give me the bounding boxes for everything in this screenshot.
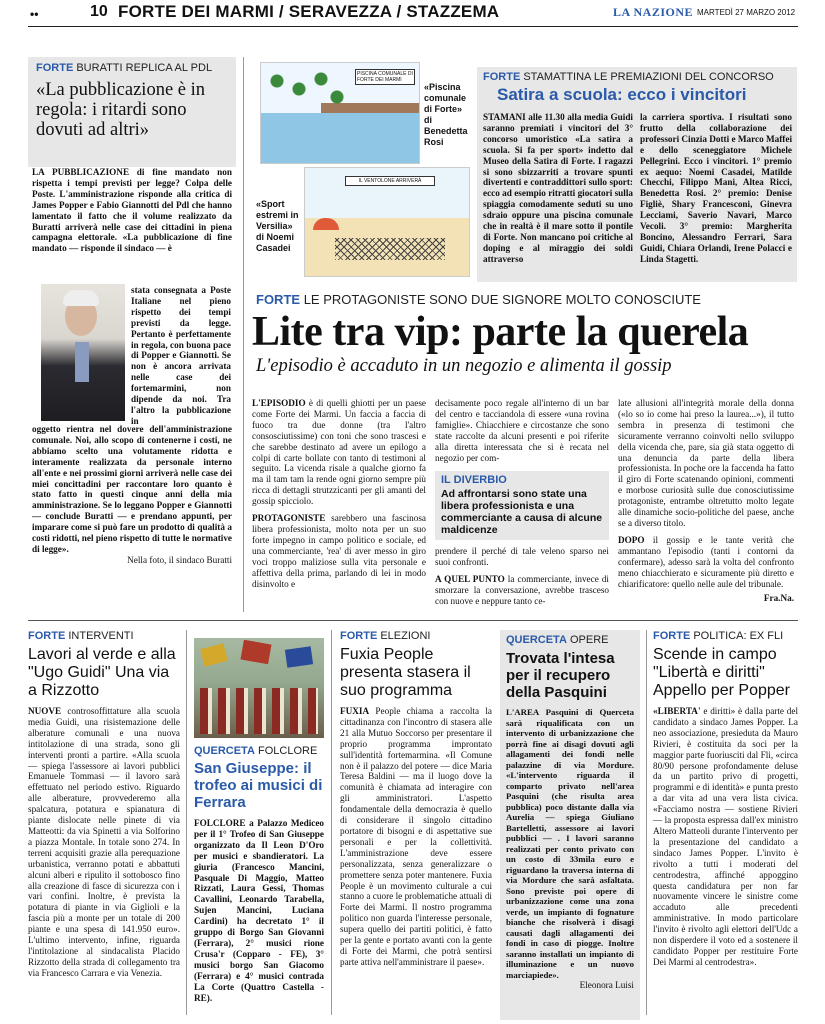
lite-col-1: L'EPISODIO è di quelli ghiotti per un paese come Forte dei Marmi. Un faccia a faccia di fuoco tra due donne (tra l'altro consosciutissime) con toni che sono trascesi e che sarebbe destinato ad avere un epilogo a colpi di carte bollate con tanto di testimoni al seguito. La vicenda risale a qualche giorno fa ma il tam tam la rende ogni giorno sempre più ricca di dettagli strutzzicanti per gli amanti del gossip spicciolo. PROTAGONISTE sarebbero una fascinosa libera professionista, molto nota per un suo forte impegno in campo politico e sociale, ed una commerciante, 'rea' di aver messo in giro voci troppo maliziose sulla vita personale e affettiva della prima, parlando di lei in modo disinvolto e — [252, 398, 426, 589]
cartoon-sport-caption: «Sport estremi in Versilia» di Noemi Casadei — [256, 199, 299, 253]
lavori-body: NUOVE controsoffittature alla scuola media Guidi, una risistemazione delle alberature comunali e una nuova intitolazione di una strada, sono gli interventi pronti a partire. «Alla scuola — spiega l'assessore ai lavori pubblici Emanuele Tommasi — il lavoro sarà effettuato nel periodo estivo. Riguardo alle alberature, provvederemo alla spalcatura, potatura e spianatura di piante dislocate nelle pinete di via Matteotti: da via Spinetti a via Solforino a piazza Montale. In totale sono 274. In terreni acquisiti grazie alla perequazione urbanistica, verranno potati e abbattuti alcuni alberi e ripulito il sottobosco fino alla creazione di fasce di sicurezza con i vari confini. Inoltre, è prevista la potatura di piante in via Giglioli e la fascia più a monte per un totale di 200 piante e una spesa di 141.950 euro». L'ultimo intervento, infine, riguarda l'intitolazione al sindacalista Placido Rizzotto della strada di collegamento tra via Francesco Carrara e via Venezia. — [28, 706, 180, 978]
lavori-kicker: FORTE INTERVENTI — [28, 630, 134, 642]
cartoon-piscina — [260, 62, 420, 164]
col-rule-2 — [186, 630, 187, 1015]
buratti-body-bottom: oggetto rientra nel dovere dell'amministrazione comunale. Noi, allo scopo di contenerne i costi, ne abbiamo scelto una volutamente ridotta e interamente realizzata da personale interno all'ente e nei prossimi giorni arriverà nelle case dei miei concittadini per raccontare loro quanto è stato fatto in questi cinque anni della mia amministrazione. Se lo leggano Popper e Giannotti — conclude Buratti — e prendano appunti, per imparare come si può fare un prodotto di qualità a costi ridotti, nel pieno rispetto di tutte le normative di legge». Nella foto, il sindaco Buratti — [32, 424, 232, 565]
liberta-headline: Scende in campo "Libertà e diritti" Appello per Popper — [653, 646, 790, 699]
pasquini-kicker: QUERCETA OPERE — [506, 634, 609, 646]
lavori-headline: Lavori al verde e alla "Ugo Guidi" Una via a Rizzotto — [28, 646, 176, 699]
page-header — [0, 0, 825, 26]
lite-signature: Fra.Na. — [763, 593, 794, 604]
cartoon-sport-banner: IL VENTOLONE ARRIVERÀ — [345, 176, 435, 186]
musicians-row — [200, 688, 318, 734]
buratti-caption: Nella foto, il sindaco Buratti — [127, 554, 232, 565]
page-marker-dots: •• — [30, 7, 39, 21]
issue-date: MARTEDÌ 27 MARZO 2012 — [697, 8, 796, 17]
bottom-section-rule — [28, 620, 798, 621]
col-rule-1 — [243, 57, 244, 612]
article-lite — [252, 292, 797, 612]
buratti-photo-shirt — [75, 342, 89, 382]
cartoon-piscina-sea — [261, 113, 419, 163]
fuxia-body: FUXIA People chiama a raccolta la cittadinanza con l'incontro di stasera alle 21 alla Mutuo Soccorso per presentare il proprio programma improntato sull'identità fortemarmina. «Il Comune non è il palazzo del potere — dice Maria Teresa Baldini — ma il luogo dove la comunità è chiamata ad interagire con gli amministratori. L'aspetto fondamentale della democrazia è quello di considerare il singolo cittadino portatore di bisogni e di aspettative sue personali e per la collettività. L'amministrazione deve essere personalizzata, senza generalizzare o promettere senza poter mantenere. Fuxia People è un movimento culturale a cui stanno a cuore le problematiche attuali di Forte dei Marmi. Il nostro programma politico non guarda l'interesse personale, supera quello dei partiti politici, è fatto per la gente e portato avanti con la gente di Forte dei Marmi, che potrà sentirsi parte attiva nell'amministrare il paese». — [340, 706, 492, 967]
page-number: 10 — [90, 3, 108, 20]
cartoon-piscina-caption: «Piscina comunale di Forte» di Benedetta Rosi — [424, 82, 468, 147]
section-title: FORTE DEI MARMI / SERAVEZZA / STAZZEMA — [118, 2, 500, 21]
sangiuseppe-photo — [194, 638, 324, 738]
pasquini-headline: Trovata l'intesa per il recupero della Pasquini — [506, 650, 615, 701]
buratti-body-side: stata consegnata a Poste Italiane nel pieno rispetto dei tempi previsti da legge. Pertanto è perfettamente in regola, con buona pace di Popper e Giannotti. Se non è ancora arrivata nelle case dei fortemarmini, non dipende da noi. Tra l'altro la pubblicazione in — [131, 285, 231, 426]
article-satira — [252, 57, 797, 282]
lite-subhead: L'episodio è accaduto in un negozio e alimenta il gossip — [256, 356, 672, 376]
article-sangiuseppe — [194, 630, 324, 1020]
cartoon-sport — [304, 167, 470, 277]
buratti-headline: «La pubblicazione è in regola: i ritardi sono dovuti ad altri» — [36, 80, 206, 140]
flag-3 — [285, 646, 313, 667]
satira-kicker: FORTE STAMATTINA LE PREMIAZIONI DEL CONCORSO — [483, 71, 774, 83]
lite-col-3: late allusioni all'integrità morale della donna («lo so io come hai preso la laurea...»), il tutto sembra in presenza di testimoni che sicuramente verranno coinvolti nello sviluppo della vicenda che, pare, sia già stata oggetto di una denuncia da parte della libera professionista. In poche ore la faccenda ha fatto il giro di Forte scatenando opinioni, commenti e morbose curiosità sulle due conosciutissime protagoniste, entrambe oltretutto molto legate alle dinamiche socio-politiche del paese, anche se a diverso titolo. DOPO il gossip e le tante verità che ammantano l'episodio (tanti i contorni da confermare), adesso sarà la volta del confronto meno chiacchierato e sicuramente più diretto e chiarificatore: quello nelle aule del tribunale. Fra.Na. — [618, 398, 794, 604]
cartoon-sport-net — [335, 238, 445, 260]
lite-col-2: decisamente poco regale all'interno di un bar del centro e tacciandola di essere «una rovina famiglie». Chiacchiere e circostanze che sono state raccolte da alcuni presenti e poi riferite alla diretta interessata che si è recata nel negozio per com- IL DIVERBIO Ad affrontarsi sono state una libera professionista e una commerciante a causa di alcune maldicenze prendere il perché di tale veleno sparso nei suoi confronti. A QUEL PUNTO la commerciante, invece di smorzare la conversazione, avrebbe trasceso con nuove e neppure tanto ce- — [435, 398, 609, 606]
flag-2 — [240, 640, 271, 665]
col-rule-3 — [331, 630, 332, 1015]
buratti-photo — [41, 284, 125, 421]
lite-kicker: FORTE LE PROTAGONISTE SONO DUE SIGNORE MOLTO CONOSCIUTE — [256, 292, 701, 307]
article-liberta — [653, 630, 798, 1020]
satira-box — [477, 67, 797, 282]
lite-box-title: IL DIVERBIO — [441, 474, 507, 487]
header-rule — [28, 26, 798, 27]
cartoon-piscina-trees — [267, 71, 347, 111]
buratti-photo-hair — [63, 290, 99, 306]
fuxia-kicker: FORTE ELEZIONI — [340, 630, 431, 642]
article-buratti — [28, 57, 236, 612]
article-lavori — [28, 630, 180, 1020]
sangiuseppe-body: FOLCLORE a Palazzo Mediceo per il 1° Trofeo di San Giuseppe organizzato da Il Leon D'Oro per musici e sbandieratori. La giuria (Francesco Mancini, Pasquale Di Maggio, Matteo Rizzati, Laura Gessi, Thomas Cavallini, Leonardo Tarabella, Sujen Mancini, Luciana Cardini) ha decretato 1° il gruppo di Borgo San Giovanni (Ferrara), 2° musici rione Crusa'r (Copparo - FE), 3° musici borgo San Giacomo (Ferrara) e 4° musici contrada La Corte (Quattro Castella - RE). — [194, 818, 324, 1003]
article-fuxia — [340, 630, 492, 1020]
cartoon-piscina-sign: PISCINA COMUNALE DI FORTE DEI MARMI — [355, 69, 415, 85]
lite-box — [435, 471, 609, 540]
buratti-body-top: LA PUBBLICAZIONE di fine mandato non rispetta i tempi previsti per legge? Colpa delle Poste. L'amministrazione risponde alla critica di James Popper e Fabio Giannotti del Pdl che hanno lamentato il fatto che il volume realizzato da Buratti arriverà nelle case dei cittadini in piena campagna elettorale. «La pubblicazione di fine mandato — risponde il sindaco — è — [32, 167, 232, 254]
buratti-headline-box — [28, 57, 236, 167]
col-rule-4 — [646, 630, 647, 1015]
satira-col-2: la carriera sportiva. I risultati sono frutto della collaborazione dei professori Cinzia Dotti e Marco Maffei e dello sceneggiatore Michele Pellegrini. Ecco i vincitori. 1° premio ex aequo: Noemi Casadei, Matilde Checchi, Filippo Mani, Altea Ricci, Benedetta Rosi. 2° premio: Denise Figliè, Shary Francesconi, Ginevra Lecciami, Saverio Navari, Marco Vecoli. 3° premio: Margherita Boncino, Alessandro Ferrari, Sara Guidi, Chiara Orlandi, Irene Polacci e Linda Stagetti. — [640, 112, 792, 264]
satira-col-1: STAMANI alle 11.30 alla media Guidi saranno premiati i vincitori del 3° concorso umoristico «La satira a scuola. Si fa per sport» indetto dal Museo della Satira di Forte. I ragazzi si sono sbizzarriti a trovare spunti divertenti e contraddittori sullo sport: ecco ad esempio ritratti giocatori sulla spiaggia comodamente seduti su uno sdraio oppure una piscina comunale che in realtà è il mare sotto il pontile di Forte. Non mancano poi critiche al doping e al miraggio dei soldi attraverso — [483, 112, 633, 264]
sangiuseppe-headline: San Giuseppe: il trofeo ai musici di Ferrara — [194, 760, 323, 811]
liberta-body: «LIBERTA' e diritti» è dalla parte del candidato a sindaco James Popper. La neo associazione, presieduta da Mauro Rivieri, è costituita da soci per la maggior parte fuoriusciti dal Fli, «circa 80/90 persone profondamente deluse da un partito privo di progetti, programmi e di identità» e punta presto a dar vita ad una vera lista civica. «Facciamo nostra — sostiene Rivieri — la proposta espressa dall'ex ministro Altero Matteoli durante l'intervento per la presentazione del candidato a sindaco James Popper. L'invito è rivolto a tutti i moderati del centrodestra, affinché appoggino questa candidatura per non far nuovamente vincere le sinistre come accaduto alle precedenti amministrative. In modo particolare l'invito è rivolto agli elettori dell'Udc a non disperdere il voto ed a sostenere il candidato Popper per restituire Forte Dei Marmi al centrodestra». — [653, 706, 798, 967]
masthead-logo: LA NAZIONE — [613, 5, 694, 19]
pasquini-body: L'AREA Pasquini di Querceta sarà riqualificata con un intervento di urbanizzazione che porrà fine ai disagi dovuti agli allagamenti dei fondi nelle palazzine di via Mordure. «L'intervento riguarda il comparto privato nell'area Pasquini (che risulta area pubblica) poco distante dalla via Aurelia — spiega Giuliano Bartelletti, assessore ai lavori pubblici — . I lavori saranno realizzati per conto privato con un costo di 33mila euro e riguardano la traversa interna di via Mordure che sarà asfaltata. Sono previste poi opere di urbanizzazione come una zona verde, un impianto di fognature bianche che risolverà i disagi causati dagli allagamenti dei fondi in caso di piogge. Inoltre saranno installati un impianto di illuminazione e un nuovo marciapiede». — [506, 707, 634, 980]
satira-headline: Satira a scuola: ecco i vincitori — [497, 85, 747, 104]
flag-1 — [200, 643, 228, 667]
buratti-kicker: FORTE BURATTI REPLICA AL PDL — [36, 62, 213, 74]
fuxia-headline: Fuxia People presenta stasera il suo programma — [340, 646, 471, 699]
lite-headline: Lite tra vip: parte la querela — [252, 309, 749, 355]
liberta-kicker: FORTE POLITICA: EX FLI — [653, 630, 784, 642]
pasquini-signature: Eleonora Luisi — [579, 980, 634, 990]
article-pasquini — [500, 630, 640, 1020]
lite-box-text: Ad affrontarsi sono state una libera professionista e una commerciante a causa di alcune maldicenze — [441, 488, 603, 537]
sangiuseppe-kicker: QUERCETA FOLCLORE — [194, 745, 318, 757]
